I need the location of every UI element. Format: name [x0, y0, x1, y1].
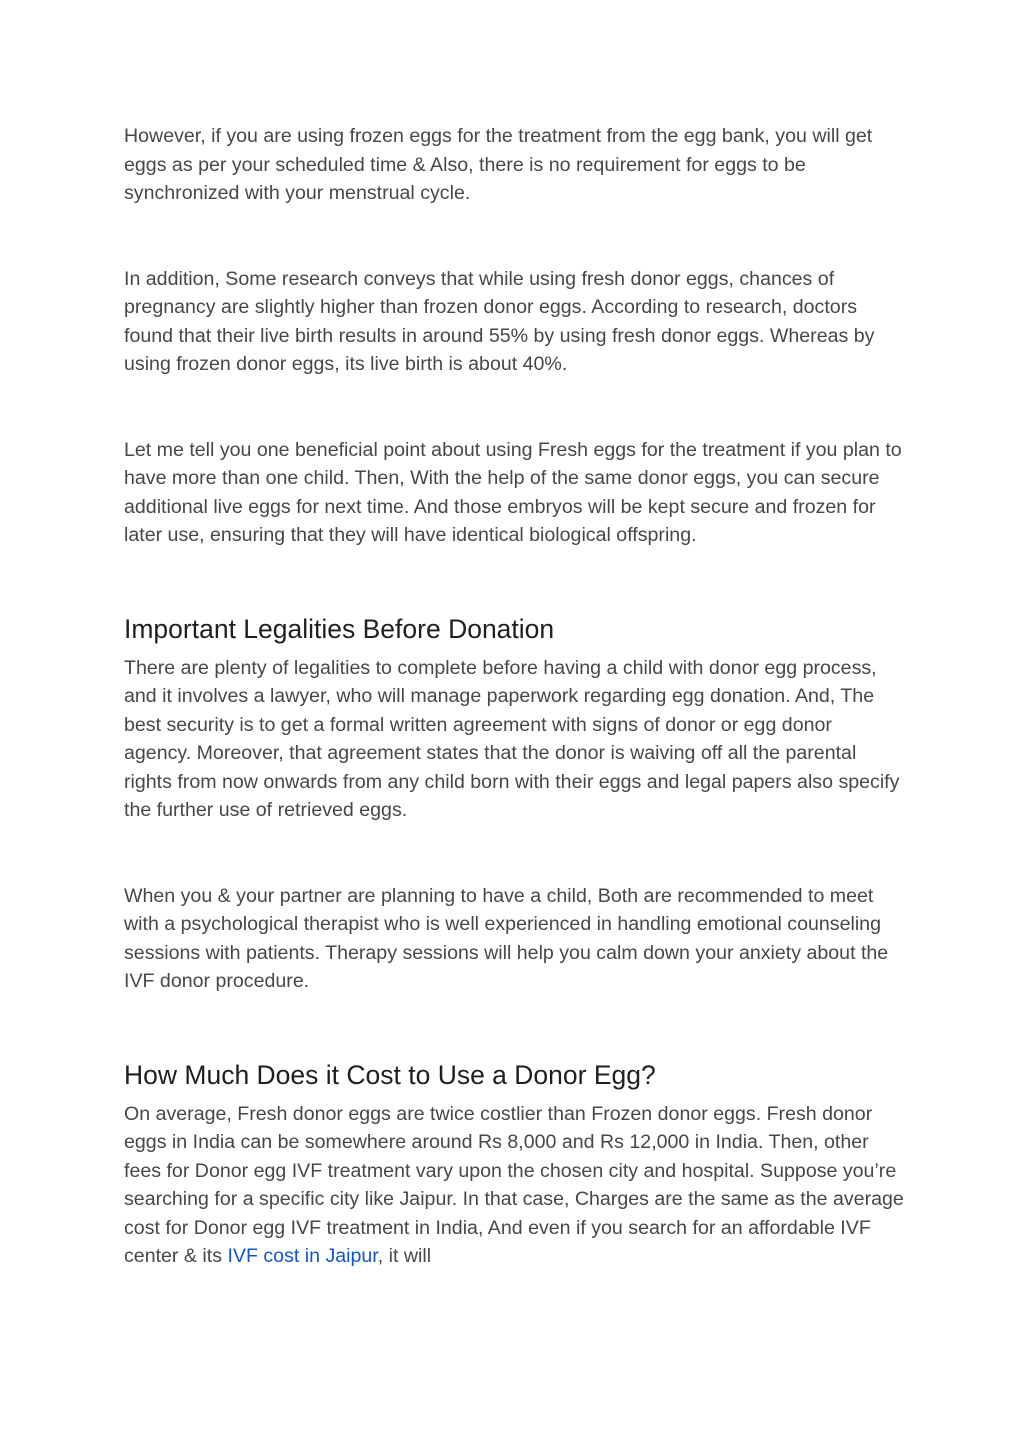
ivf-cost-jaipur-link[interactable]: IVF cost in Jaipur [227, 1245, 378, 1267]
paragraph-cost [124, 1100, 904, 1271]
paragraph-fresh-eggs-benefit: Let me tell you one beneficial point about using Fresh eggs for the treatment if you plan to have more than one child. Then, With the help of the same donor eggs, you can secure additional live eggs for next time. And those embryos will be kept secure and frozen for later use, ensuring that they will have identical biological offspring. [124, 438, 902, 546]
cost-text-after-link: , it will [377, 1245, 432, 1267]
cost-text-before-link: On average, Fresh donor eggs are twice costlier than Frozen donor eggs. Fresh donor eggs in India can be somewhere around Rs 8,000 and Rs 12,000 in India. Then, other fees for Donor egg IVF treatment vary upon the chosen city and hospital. Suppose you’re searching for a specific city like Jaipur. In that case, Charges are the same as the average cost for Donor egg IVF treatment in India, And even if you search for an affordable IVF center & its [124, 1102, 904, 1267]
paragraph-legalities: There are plenty of legalities to complete before having a child with donor egg process, and it involves a lawyer, who will manage paperwork regarding egg donation. And, The best security is to get a formal written agreement with signs of donor or egg donor agency. Moreover, that agreement states that the donor is waiving off all the parental rights from now onwards from any child born with their eggs and legal papers also specify the further use of retrieved eggs. [124, 656, 900, 821]
paragraph-frozen-eggs: However, if you are using frozen eggs for the treatment from the egg bank, you will get eggs as per your scheduled time & Also, there is no requirement for eggs to be synchronized with your menstrual cycle. [124, 125, 873, 204]
paragraph-therapist: When you & your partner are planning to have a child, Both are recommended to meet with a psychological therapist who is well experienced in handling emotional counseling sessions with patients. Therapy sessions will help you calm down your anxiety about the IVF donor procedure. [124, 884, 889, 992]
paragraph-research-live-birth: In addition, Some research conveys that while using fresh donor eggs, chances of pregnancy are slightly higher than frozen donor eggs. According to research, doctors found that their live birth results in around 55% by using fresh donor eggs. Whereas by using frozen donor eggs, its live birth is about 40%. [124, 267, 875, 375]
heading-legalities: Important Legalities Before Donation [124, 613, 555, 644]
heading-cost: How Much Does it Cost to Use a Donor Egg? [124, 1059, 656, 1090]
document-page [124, 122, 904, 1271]
